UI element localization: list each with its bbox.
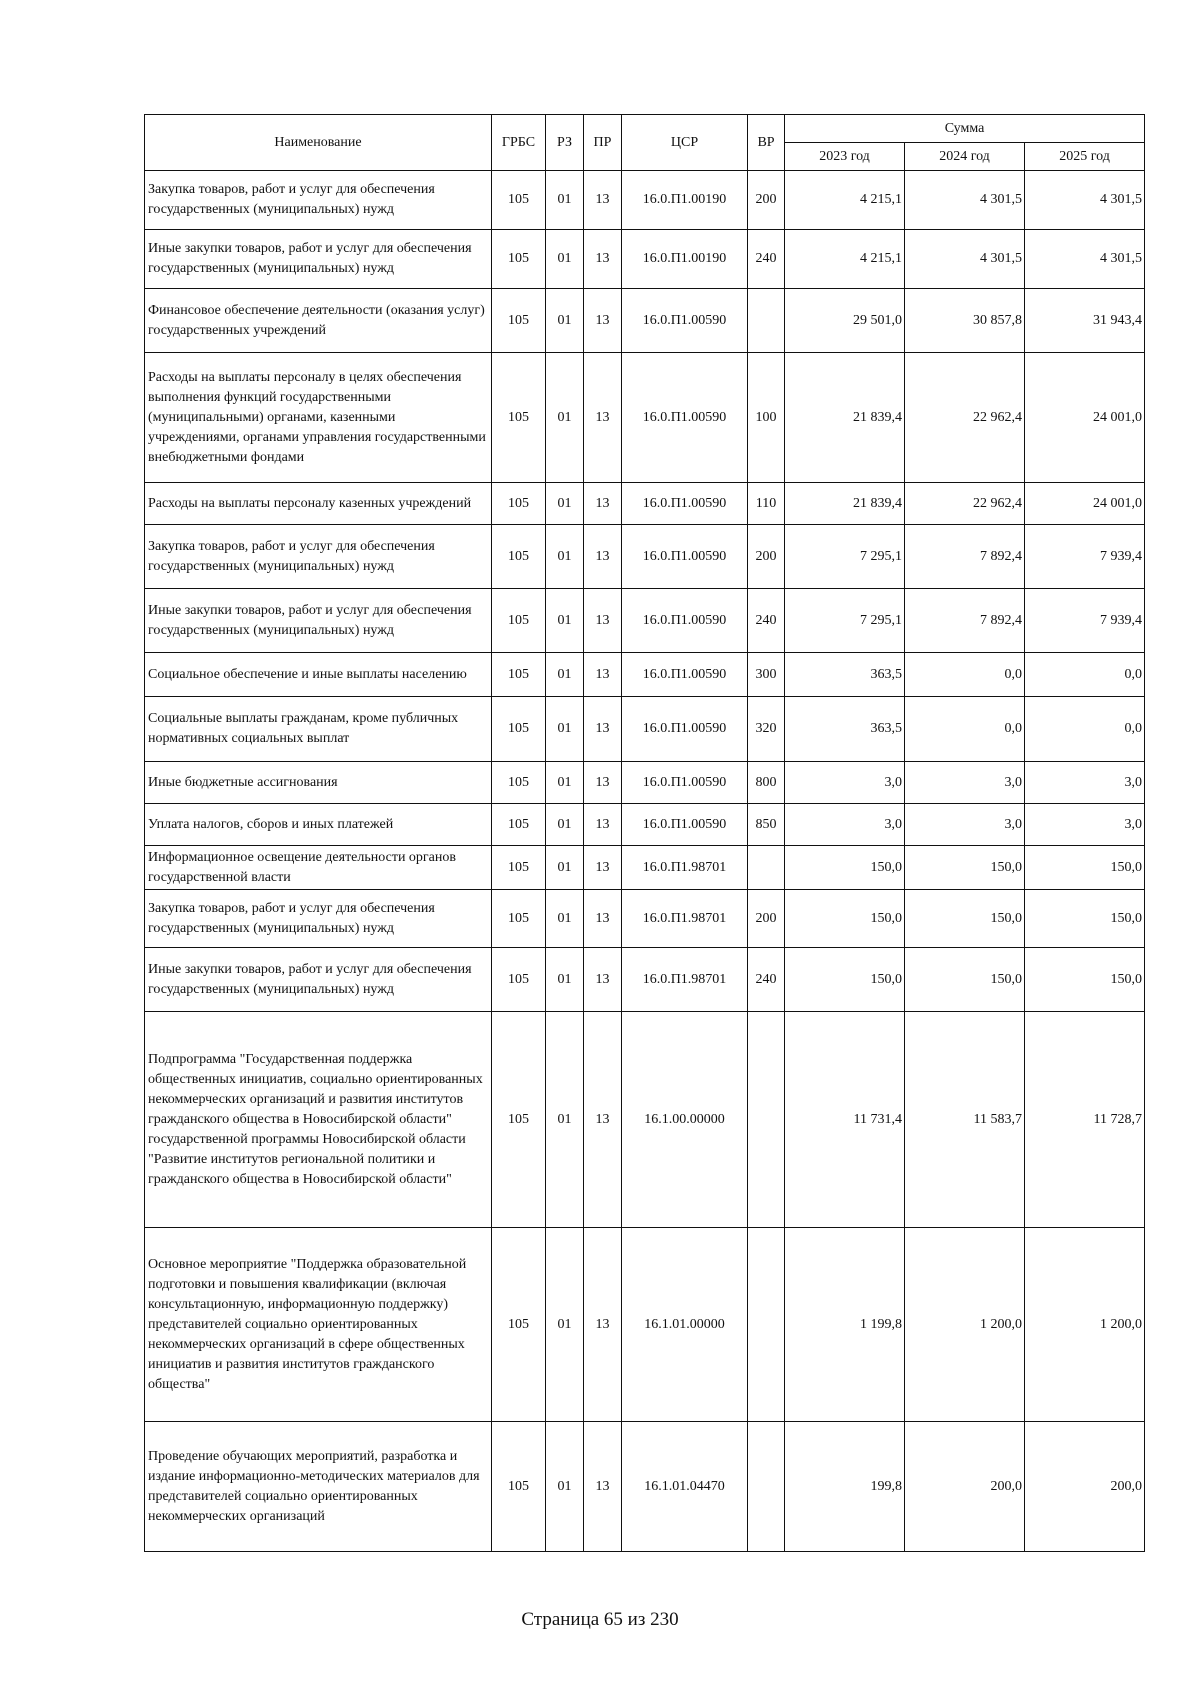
- cell-2023: 4 215,1: [785, 230, 905, 289]
- cell-2024: 3,0: [905, 804, 1025, 846]
- cell-grbs: 105: [492, 846, 546, 890]
- cell-csr: 16.0.П1.00190: [622, 171, 748, 230]
- cell-vr: 200: [748, 171, 785, 230]
- cell-vr: [748, 1422, 785, 1552]
- cell-2023: 3,0: [785, 804, 905, 846]
- cell-rz: 01: [546, 804, 584, 846]
- cell-rz: 01: [546, 589, 584, 653]
- cell-pr: 13: [584, 483, 622, 525]
- cell-2025: 7 939,4: [1025, 525, 1145, 589]
- table-row: [145, 697, 1145, 762]
- header-year-2023: 2023 год: [785, 143, 905, 171]
- cell-grbs: 105: [492, 948, 546, 1012]
- table-row: [145, 525, 1145, 589]
- cell-2025: 4 301,5: [1025, 171, 1145, 230]
- cell-grbs: 105: [492, 762, 546, 804]
- cell-pr: 13: [584, 697, 622, 762]
- header-grbs: ГРБС: [492, 115, 546, 171]
- cell-pr: 13: [584, 762, 622, 804]
- cell-2024: 150,0: [905, 846, 1025, 890]
- cell-csr: 16.1.01.04470: [622, 1422, 748, 1552]
- cell-pr: 13: [584, 1422, 622, 1552]
- budget-table: [144, 114, 1145, 1552]
- cell-rz: 01: [546, 890, 584, 948]
- cell-pr: 13: [584, 948, 622, 1012]
- cell-vr: 300: [748, 653, 785, 697]
- cell-grbs: 105: [492, 1422, 546, 1552]
- cell-vr: 100: [748, 353, 785, 483]
- cell-grbs: 105: [492, 525, 546, 589]
- table-row: [145, 589, 1145, 653]
- cell-csr: 16.0.П1.98701: [622, 890, 748, 948]
- cell-2023: 11 731,4: [785, 1012, 905, 1228]
- cell-grbs: 105: [492, 1228, 546, 1422]
- cell-2025: 3,0: [1025, 762, 1145, 804]
- cell-2025: 0,0: [1025, 653, 1145, 697]
- cell-grbs: 105: [492, 589, 546, 653]
- cell-grbs: 105: [492, 697, 546, 762]
- cell-rz: 01: [546, 483, 584, 525]
- cell-2023: 21 839,4: [785, 483, 905, 525]
- header-vr: ВР: [748, 115, 785, 171]
- cell-name: Иные закупки товаров, работ и услуг для обеспечения государственных (муниципальных) нужд: [145, 948, 492, 1012]
- cell-vr: 110: [748, 483, 785, 525]
- cell-vr: [748, 846, 785, 890]
- cell-2024: 3,0: [905, 762, 1025, 804]
- cell-2023: 21 839,4: [785, 353, 905, 483]
- cell-vr: 800: [748, 762, 785, 804]
- cell-2025: 150,0: [1025, 846, 1145, 890]
- cell-rz: 01: [546, 1228, 584, 1422]
- cell-vr: 850: [748, 804, 785, 846]
- cell-grbs: 105: [492, 230, 546, 289]
- cell-csr: 16.0.П1.00590: [622, 804, 748, 846]
- header-name: Наименование: [145, 115, 492, 171]
- cell-2024: 4 301,5: [905, 230, 1025, 289]
- cell-name: Расходы на выплаты персоналу казенных учреждений: [145, 483, 492, 525]
- cell-rz: 01: [546, 1012, 584, 1228]
- cell-grbs: 105: [492, 653, 546, 697]
- cell-2024: 200,0: [905, 1422, 1025, 1552]
- cell-pr: 13: [584, 589, 622, 653]
- cell-grbs: 105: [492, 1012, 546, 1228]
- cell-2025: 24 001,0: [1025, 483, 1145, 525]
- cell-pr: 13: [584, 846, 622, 890]
- table-row: [145, 762, 1145, 804]
- cell-pr: 13: [584, 525, 622, 589]
- cell-pr: 13: [584, 1012, 622, 1228]
- cell-2025: 4 301,5: [1025, 230, 1145, 289]
- cell-2025: 1 200,0: [1025, 1228, 1145, 1422]
- cell-2025: 31 943,4: [1025, 289, 1145, 353]
- cell-name: Подпрограмма "Государственная поддержка общественных инициатив, социально ориентированных некоммерческих организаций и развития институтов гражданского общества в Новосибирской области" государственной программы Новосибирской области "Развитие институтов региональной политики и гражданского общества в Новосибирской области": [145, 1012, 492, 1228]
- cell-csr: 16.0.П1.00590: [622, 653, 748, 697]
- cell-grbs: 105: [492, 483, 546, 525]
- cell-csr: 16.0.П1.98701: [622, 846, 748, 890]
- cell-2023: 1 199,8: [785, 1228, 905, 1422]
- cell-csr: 16.0.П1.00590: [622, 762, 748, 804]
- table-row: [145, 230, 1145, 289]
- cell-2023: 363,5: [785, 697, 905, 762]
- cell-2023: 4 215,1: [785, 171, 905, 230]
- cell-2023: 29 501,0: [785, 289, 905, 353]
- cell-2024: 150,0: [905, 948, 1025, 1012]
- table-row: [145, 289, 1145, 353]
- cell-name: Закупка товаров, работ и услуг для обеспечения государственных (муниципальных) нужд: [145, 171, 492, 230]
- cell-name: Социальные выплаты гражданам, кроме публичных нормативных социальных выплат: [145, 697, 492, 762]
- cell-grbs: 105: [492, 171, 546, 230]
- cell-2025: 200,0: [1025, 1422, 1145, 1552]
- cell-pr: 13: [584, 289, 622, 353]
- cell-name: Иные закупки товаров, работ и услуг для обеспечения государственных (муниципальных) нужд: [145, 589, 492, 653]
- cell-pr: 13: [584, 804, 622, 846]
- cell-2024: 4 301,5: [905, 171, 1025, 230]
- cell-2024: 7 892,4: [905, 589, 1025, 653]
- cell-rz: 01: [546, 171, 584, 230]
- cell-2023: 7 295,1: [785, 525, 905, 589]
- cell-csr: 16.0.П1.00590: [622, 525, 748, 589]
- cell-2024: 22 962,4: [905, 483, 1025, 525]
- table-row: [145, 653, 1145, 697]
- cell-2023: 363,5: [785, 653, 905, 697]
- cell-name: Уплата налогов, сборов и иных платежей: [145, 804, 492, 846]
- cell-rz: 01: [546, 289, 584, 353]
- cell-name: Закупка товаров, работ и услуг для обеспечения государственных (муниципальных) нужд: [145, 525, 492, 589]
- table-row: [145, 171, 1145, 230]
- cell-2024: 150,0: [905, 890, 1025, 948]
- cell-grbs: 105: [492, 353, 546, 483]
- table-row: [145, 948, 1145, 1012]
- cell-pr: 13: [584, 353, 622, 483]
- cell-vr: 240: [748, 948, 785, 1012]
- cell-vr: [748, 1012, 785, 1228]
- cell-csr: 16.0.П1.98701: [622, 948, 748, 1012]
- header-sum: Сумма: [785, 115, 1145, 143]
- cell-2024: 22 962,4: [905, 353, 1025, 483]
- cell-2025: 0,0: [1025, 697, 1145, 762]
- cell-csr: 16.0.П1.00590: [622, 589, 748, 653]
- table-body: [145, 171, 1145, 1552]
- cell-2025: 24 001,0: [1025, 353, 1145, 483]
- cell-2023: 150,0: [785, 846, 905, 890]
- table-header: [145, 115, 1145, 171]
- page-number: Страница 65 из 230: [521, 1609, 679, 1630]
- cell-2023: 150,0: [785, 948, 905, 1012]
- cell-vr: 240: [748, 589, 785, 653]
- cell-vr: [748, 289, 785, 353]
- cell-csr: 16.0.П1.00590: [622, 483, 748, 525]
- header-csr: ЦСР: [622, 115, 748, 171]
- cell-rz: 01: [546, 697, 584, 762]
- cell-2023: 3,0: [785, 762, 905, 804]
- cell-csr: 16.0.П1.00590: [622, 289, 748, 353]
- table-row: [145, 1228, 1145, 1422]
- cell-2025: 150,0: [1025, 948, 1145, 1012]
- cell-rz: 01: [546, 230, 584, 289]
- cell-name: Информационное освещение деятельности органов государственной власти: [145, 846, 492, 890]
- cell-2024: 1 200,0: [905, 1228, 1025, 1422]
- cell-csr: 16.0.П1.00590: [622, 697, 748, 762]
- cell-2023: 7 295,1: [785, 589, 905, 653]
- cell-2024: 7 892,4: [905, 525, 1025, 589]
- table-row: [145, 846, 1145, 890]
- cell-pr: 13: [584, 653, 622, 697]
- cell-2024: 0,0: [905, 653, 1025, 697]
- header-pr: ПР: [584, 115, 622, 171]
- cell-rz: 01: [546, 948, 584, 1012]
- cell-name: Проведение обучающих мероприятий, разработка и издание информационно-методических материалов для представителей социально ориентированных некоммерческих организаций: [145, 1422, 492, 1552]
- cell-2023: 150,0: [785, 890, 905, 948]
- cell-grbs: 105: [492, 289, 546, 353]
- cell-pr: 13: [584, 890, 622, 948]
- cell-2024: 30 857,8: [905, 289, 1025, 353]
- cell-rz: 01: [546, 846, 584, 890]
- cell-csr: 16.1.01.00000: [622, 1228, 748, 1422]
- cell-name: Социальное обеспечение и иные выплаты населению: [145, 653, 492, 697]
- cell-rz: 01: [546, 653, 584, 697]
- table-row: [145, 804, 1145, 846]
- cell-rz: 01: [546, 762, 584, 804]
- header-rz: РЗ: [546, 115, 584, 171]
- cell-pr: 13: [584, 230, 622, 289]
- cell-2025: 3,0: [1025, 804, 1145, 846]
- cell-name: Иные бюджетные ассигнования: [145, 762, 492, 804]
- cell-csr: 16.0.П1.00190: [622, 230, 748, 289]
- cell-name: Финансовое обеспечение деятельности (оказания услуг) государственных учреждений: [145, 289, 492, 353]
- cell-grbs: 105: [492, 890, 546, 948]
- cell-vr: 240: [748, 230, 785, 289]
- cell-name: Расходы на выплаты персоналу в целях обеспечения выполнения функций государственными (муниципальными) органами, казенными учреждениями, органами управления государственными внебюджетными фондами: [145, 353, 492, 483]
- cell-name: Иные закупки товаров, работ и услуг для обеспечения государственных (муниципальных) нужд: [145, 230, 492, 289]
- cell-pr: 13: [584, 1228, 622, 1422]
- cell-vr: 320: [748, 697, 785, 762]
- cell-vr: 200: [748, 525, 785, 589]
- header-year-2024: 2024 год: [905, 143, 1025, 171]
- header-year-2025: 2025 год: [1025, 143, 1145, 171]
- cell-vr: 200: [748, 890, 785, 948]
- table-row: [145, 353, 1145, 483]
- cell-name: Закупка товаров, работ и услуг для обеспечения государственных (муниципальных) нужд: [145, 890, 492, 948]
- table-row: [145, 1422, 1145, 1552]
- table-row: [145, 890, 1145, 948]
- cell-csr: 16.1.00.00000: [622, 1012, 748, 1228]
- cell-rz: 01: [546, 525, 584, 589]
- cell-2025: 11 728,7: [1025, 1012, 1145, 1228]
- cell-2024: 0,0: [905, 697, 1025, 762]
- cell-2025: 150,0: [1025, 890, 1145, 948]
- cell-2024: 11 583,7: [905, 1012, 1025, 1228]
- table-row: [145, 1012, 1145, 1228]
- cell-2025: 7 939,4: [1025, 589, 1145, 653]
- cell-vr: [748, 1228, 785, 1422]
- cell-pr: 13: [584, 171, 622, 230]
- table-row: [145, 483, 1145, 525]
- cell-csr: 16.0.П1.00590: [622, 353, 748, 483]
- cell-grbs: 105: [492, 804, 546, 846]
- cell-name: Основное мероприятие "Поддержка образовательной подготовки и повышения квалификации (включая консультационную, информационную поддержку) представителей социально ориентированных некоммерческих организаций в сфере общественных инициатив и развития институтов гражданского общества": [145, 1228, 492, 1422]
- cell-2023: 199,8: [785, 1422, 905, 1552]
- cell-rz: 01: [546, 353, 584, 483]
- cell-rz: 01: [546, 1422, 584, 1552]
